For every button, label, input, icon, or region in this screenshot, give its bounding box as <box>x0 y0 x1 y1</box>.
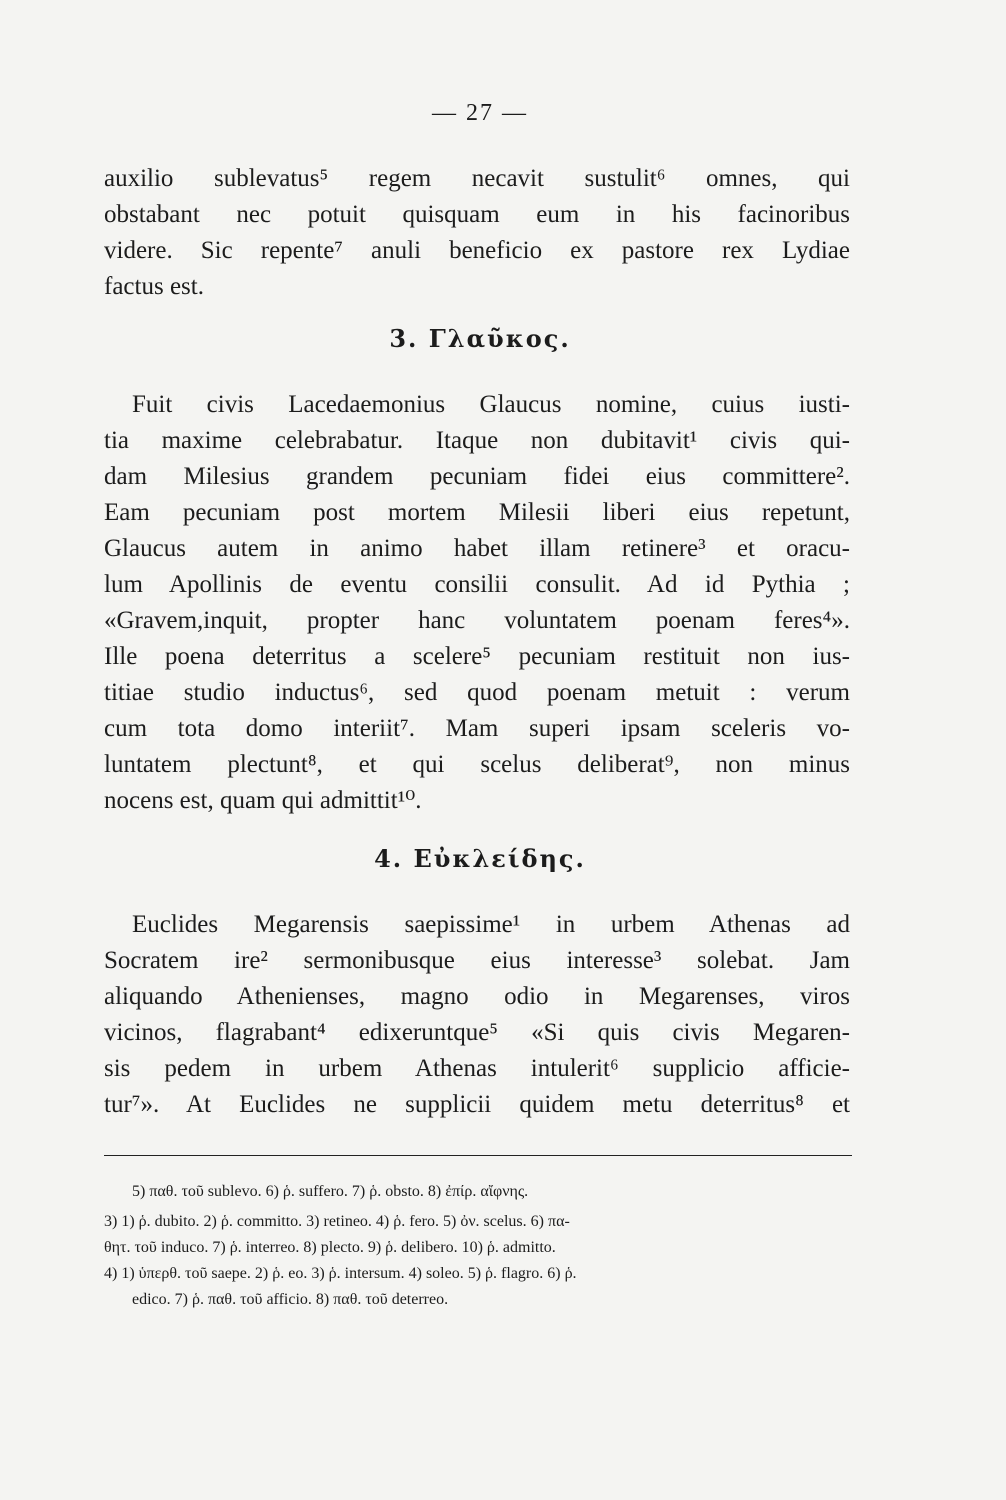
text-line: vicinos, flagrabant⁴ edixeruntque⁵ «Si quis civis Megaren- <box>104 1019 850 1046</box>
section-title-euclides: 4. Εὐκλείδης. <box>374 844 586 873</box>
text-line: tur⁷». At Euclides ne supplicii quidem metu deterritus⁸ et <box>104 1091 850 1118</box>
text-line: titiae studio inductus⁶, sed quod poenam metuit : verum <box>104 679 850 706</box>
text-line: Eam pecuniam post mortem Milesii liberi eius repetunt, <box>104 499 850 526</box>
text-line: obstabant nec potuit quisquam eum in his facinoribus <box>104 201 850 228</box>
text-line: «Gravem,inquit, propter hanc voluntatem poenam feres⁴». <box>104 607 850 634</box>
page-number: — 27 — <box>432 100 528 126</box>
text-line: tia maxime celebrabatur. Itaque non dubitavit¹ civis qui- <box>104 427 850 454</box>
section-title-glaucus: 3. Γλαῦκος. <box>389 324 571 353</box>
text-line: nocens est, quam qui admittit¹⁰. <box>104 787 422 814</box>
text-line: lum Apollinis de eventu consilii consulit. Ad id Pythia ; <box>104 571 850 598</box>
footnote-line: 4) 1) ὑπερθ. τοῦ saepe. 2) ῥ. eo. 3) ῥ. intersum. 4) soleo. 5) ῥ. flagro. 6) ῥ. <box>104 1265 577 1282</box>
footnote-line: 5) παθ. τοῦ sublevo. 6) ῥ. suffero. 7) ῥ. obsto. 8) ἐπίρ. αἴφνης. <box>132 1183 529 1200</box>
text-line: luntatem plectunt⁸, et qui scelus deliberat⁹, non minus <box>104 751 850 778</box>
text-line: dam Milesius grandem pecuniam fidei eius committere². <box>104 463 850 490</box>
text-line: aliquando Athenienses, magno odio in Megarenses, viros <box>104 983 850 1010</box>
text-line: Euclides Megarensis saepissime¹ in urbem Athenas ad <box>132 911 850 938</box>
text-line: Socratem ire² sermonibusque eius interesse³ solebat. Jam <box>104 947 850 974</box>
text-line: cum tota domo interiit⁷. Mam superi ipsam sceleris vo- <box>104 715 850 742</box>
text-line: sis pedem in urbem Athenas intulerit⁶ supplicio afficie- <box>104 1055 850 1082</box>
text-line: factus est. <box>104 273 204 300</box>
footnote-line: 3) 1) ῥ. dubito. 2) ῥ. committo. 3) retineo. 4) ῥ. fero. 5) ὀν. scelus. 6) πα- <box>104 1213 570 1230</box>
footnote-line: edico. 7) ῥ. παθ. τοῦ afficio. 8) παθ. τοῦ deterreo. <box>132 1291 449 1308</box>
text-line: Ille poena deterritus a scelere⁵ pecuniam restituit non ius- <box>104 643 850 670</box>
text-line: Glaucus autem in animo habet illam retinere³ et oracu- <box>104 535 850 562</box>
footnote-divider <box>104 1155 852 1156</box>
text-line: Fuit civis Lacedaemonius Glaucus nomine, cuius iusti- <box>132 391 850 418</box>
footnote-line: θητ. τοῦ induco. 7) ῥ. interreo. 8) plecto. 9) ῥ. delibero. 10) ῥ. admitto. <box>104 1239 556 1256</box>
text-line: auxilio sublevatus⁵ regem necavit sustulit⁶ omnes, qui <box>104 165 850 192</box>
text-line: videre. Sic repente⁷ anuli beneficio ex pastore rex Lydiae <box>104 237 850 264</box>
